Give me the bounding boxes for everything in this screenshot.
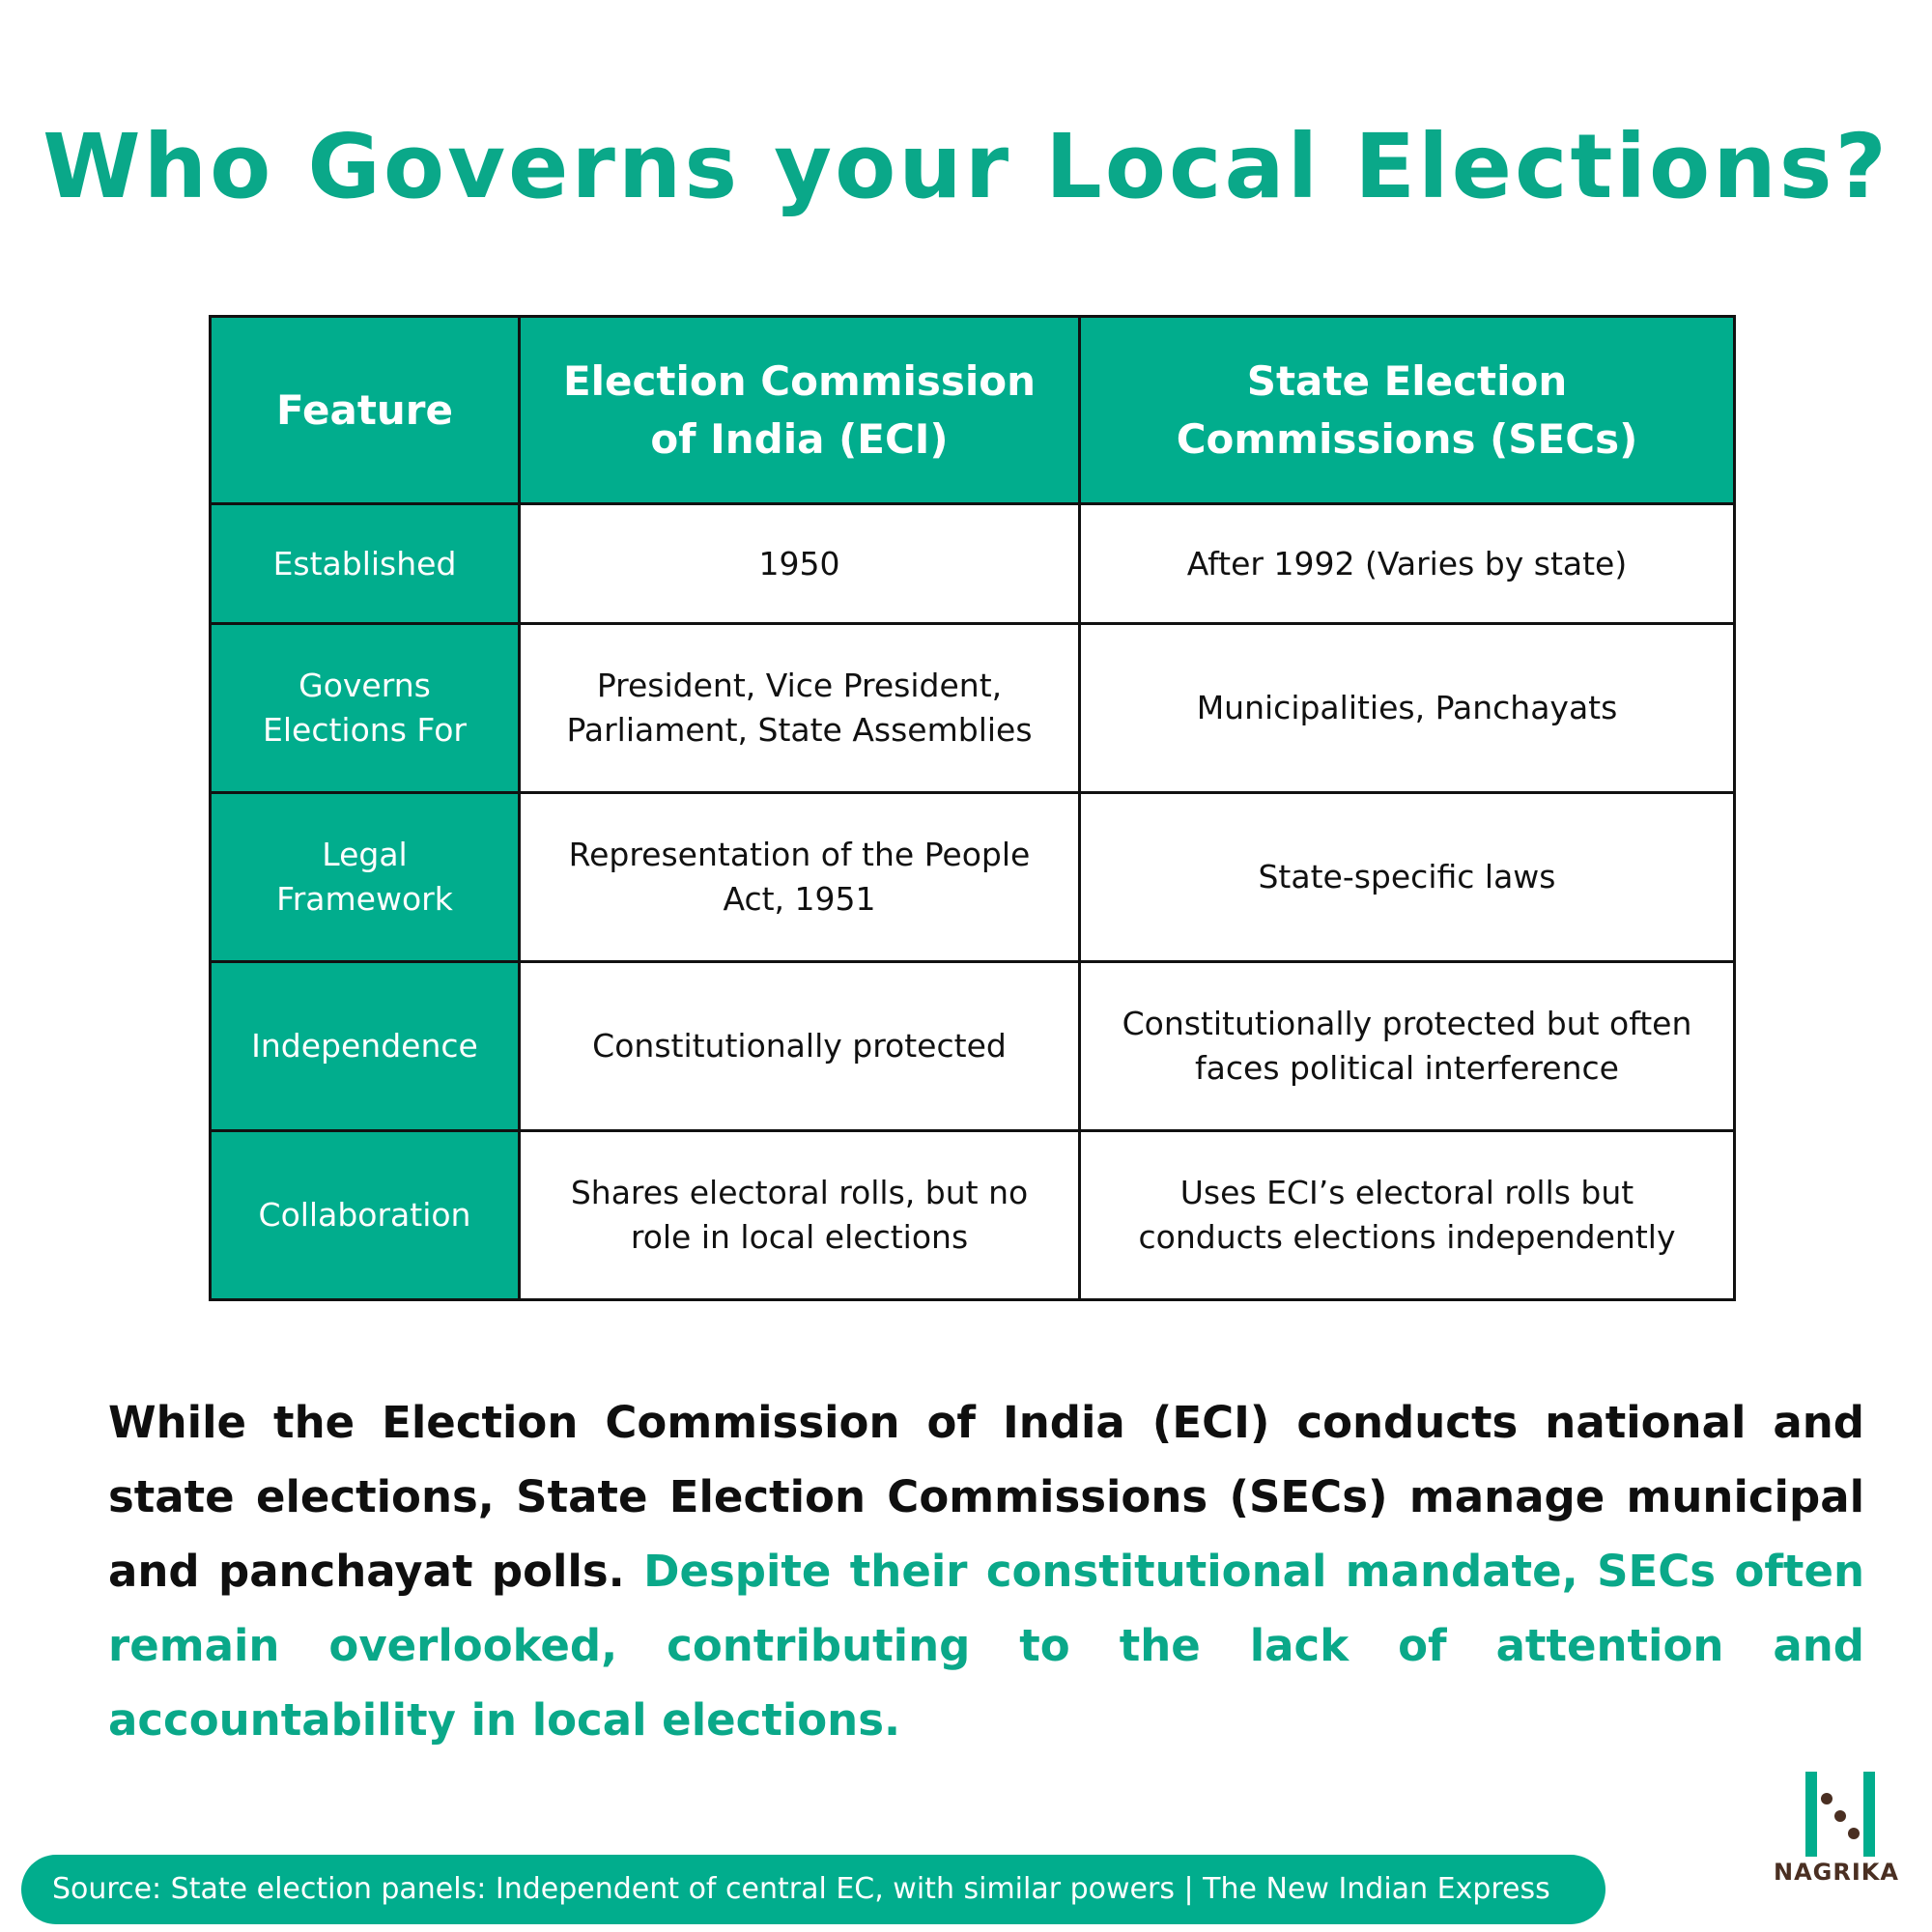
brand-name: NAGRIKA xyxy=(1774,1859,1899,1886)
summary-highlight: Despite their constitutional mandate, SECs often remain overlooked, contributing to the lack of attention and accountability in local elections. xyxy=(108,1546,1865,1746)
feature-cell: Governs Elections For xyxy=(211,624,520,793)
sec-cell: Municipalities, Panchayats xyxy=(1080,624,1735,793)
table-header-row xyxy=(211,317,1735,504)
page-title: Who Governs your Local Elections? xyxy=(43,115,1889,218)
table-row-collaboration xyxy=(211,1131,1735,1300)
feature-cell: Established xyxy=(211,504,520,624)
header-eci: Election Commission of India (ECI) xyxy=(520,317,1080,504)
table-row-established xyxy=(211,504,1735,624)
summary-paragraph xyxy=(108,1385,1864,1757)
sec-cell: Uses ECI’s electoral rolls but conducts elections independently xyxy=(1080,1131,1735,1300)
eci-cell: Shares electoral rolls, but no role in local elections xyxy=(520,1131,1080,1300)
sec-cell: Constitutionally protected but often faces political interference xyxy=(1080,962,1735,1131)
sec-cell: State-specific laws xyxy=(1080,793,1735,962)
eci-cell: President, Vice President, Parliament, State Assemblies xyxy=(520,624,1080,793)
feature-cell: Independence xyxy=(211,962,520,1131)
eci-cell: Representation of the People Act, 1951 xyxy=(520,793,1080,962)
eci-cell: 1950 xyxy=(520,504,1080,624)
comparison-table xyxy=(209,315,1736,1301)
header-feature: Feature xyxy=(211,317,520,504)
header-sec: State Election Commissions (SECs) xyxy=(1080,317,1735,504)
table-row-legal xyxy=(211,793,1735,962)
feature-cell: Collaboration xyxy=(211,1131,520,1300)
table-row-independence xyxy=(211,962,1735,1131)
eci-cell: Constitutionally protected xyxy=(520,962,1080,1131)
table-row-governs xyxy=(211,624,1735,793)
sec-cell: After 1992 (Varies by state) xyxy=(1080,504,1735,624)
feature-cell: Legal Framework xyxy=(211,793,520,962)
source-citation: Source: State election panels: Independent of central EC, with similar powers | The New Indian Express xyxy=(21,1855,1605,1924)
summary-text: While the Election Commission of India (ECI) conducts national and state elections, State Election Commissions (SECs) manage municipal and panchayat polls. xyxy=(108,1397,1864,1597)
